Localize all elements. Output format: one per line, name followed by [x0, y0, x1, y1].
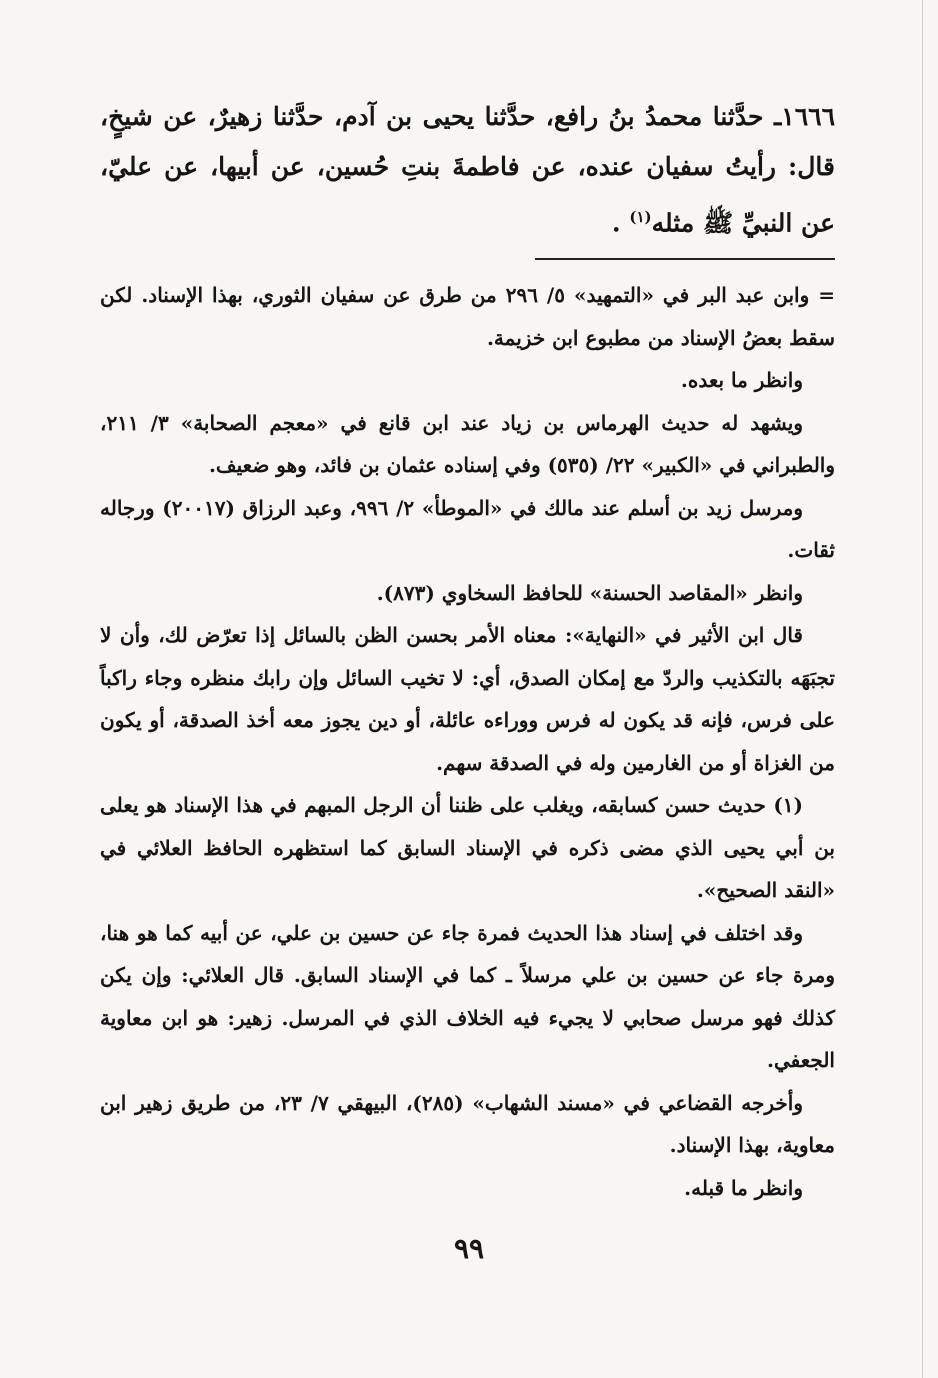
hadith-block	[100, 92, 835, 248]
footnote-maqasid: وانظر «المقاصد الحسنة» للحافظ السخاوي (٨٧٣).	[376, 580, 803, 605]
footnotes-block	[100, 274, 835, 1209]
footnote-ikhtilaf: وقد اختلف في إسناد هذا الحديث فمرة جاء عن حسين بن علي، عن أبيه كما هو هنا، ومرة جاء عن حسين بن علي مرسلاً ـ كما في الإسناد السابق. قال العلائي: وإن يكن كذلك فهو مرسل صحابي لا يجيء فيه الخلاف الذي في المرسل. زهير: هو ابن معاوية الجعفي.	[100, 920, 835, 1073]
footnote-witness: ويشهد له حديث الهرماس بن زياد عند ابن قانع في «معجم الصحابة» ٣/ ٢١١، والطبراني في «الكبير» ٢٢/ (٥٣٥) وفي إسناده عثمان بن فائد، وهو ضعيف.	[100, 410, 835, 478]
footnote-separator	[535, 258, 835, 260]
footnote-see-before: وانظر ما قبله.	[684, 1175, 803, 1200]
hadith-end: .	[611, 208, 621, 238]
page-edge-line	[922, 0, 923, 1378]
footnote-mursal: ومرسل زيد بن أسلم عند مالك في «الموطأ» ٢/ ٩٩٦، وعبد الرزاق (٢٠٠١٧) ورجاله ثقات.	[100, 495, 835, 563]
footnote-marker: (١)	[629, 208, 652, 226]
book-page	[100, 92, 835, 1209]
footnote-akhrajahu: وأخرجه القضاعي في «مسند الشهاب» (٢٨٥)، البيهقي ٧/ ٢٣، من طريق زهير ابن معاوية، بهذا الإسناد.	[100, 1090, 835, 1158]
footnote-continued: = وابن عبد البر في «التمهيد» ٥/ ٢٩٦ من طرق عن سفيان الثوري، بهذا الإسناد. لكن سقط بعضُ الإسناد من مطبوع ابن خزيمة.	[100, 283, 835, 350]
hadith-text: ١٦٦٦ـ حدَّثنا محمدُ بنُ رافع، حدَّثنا يحيى بن آدم، حدَّثنا زهيرٌ، عن شيخٍ، قال: رأيتُ سفيان عنده، عن فاطمةَ بنتِ حُسين، عن أبيها، عن عليّ، عن النبيِّ ﷺ مثله	[100, 102, 835, 238]
footnote-note-1: (١) حديث حسن كسابقه، ويغلب على ظننا أن الرجل المبهم في هذا الإسناد هو يعلى بن أبي يحيى الذي مضى ذكره في الإسناد السابق كما استظهره الحافظ العلائي في «النقد الصحيح».	[100, 793, 835, 903]
hadith-paragraph	[100, 92, 835, 248]
footnote-ibn-athir: قال ابن الأثير في «النهاية»: معناه الأمر بحسن الظن بالسائل إذا تعرّض لك، وأن لا تجبَهَه بالتكذيب والردّ مع إمكان الصدق، أي: لا تخيب السائل وإن رابك منظره وجاء راكباً على فرس، فإنه قد يكون له فرس ووراءه عائلة، أو دين يجوز معه أخذ الصدقة، أو يكون من الغزاة أو من الغارمين وله في الصدقة سهم.	[100, 623, 835, 775]
page-number: ٩٩	[453, 1232, 485, 1265]
footnote-see-after: وانظر ما بعده.	[680, 368, 803, 393]
